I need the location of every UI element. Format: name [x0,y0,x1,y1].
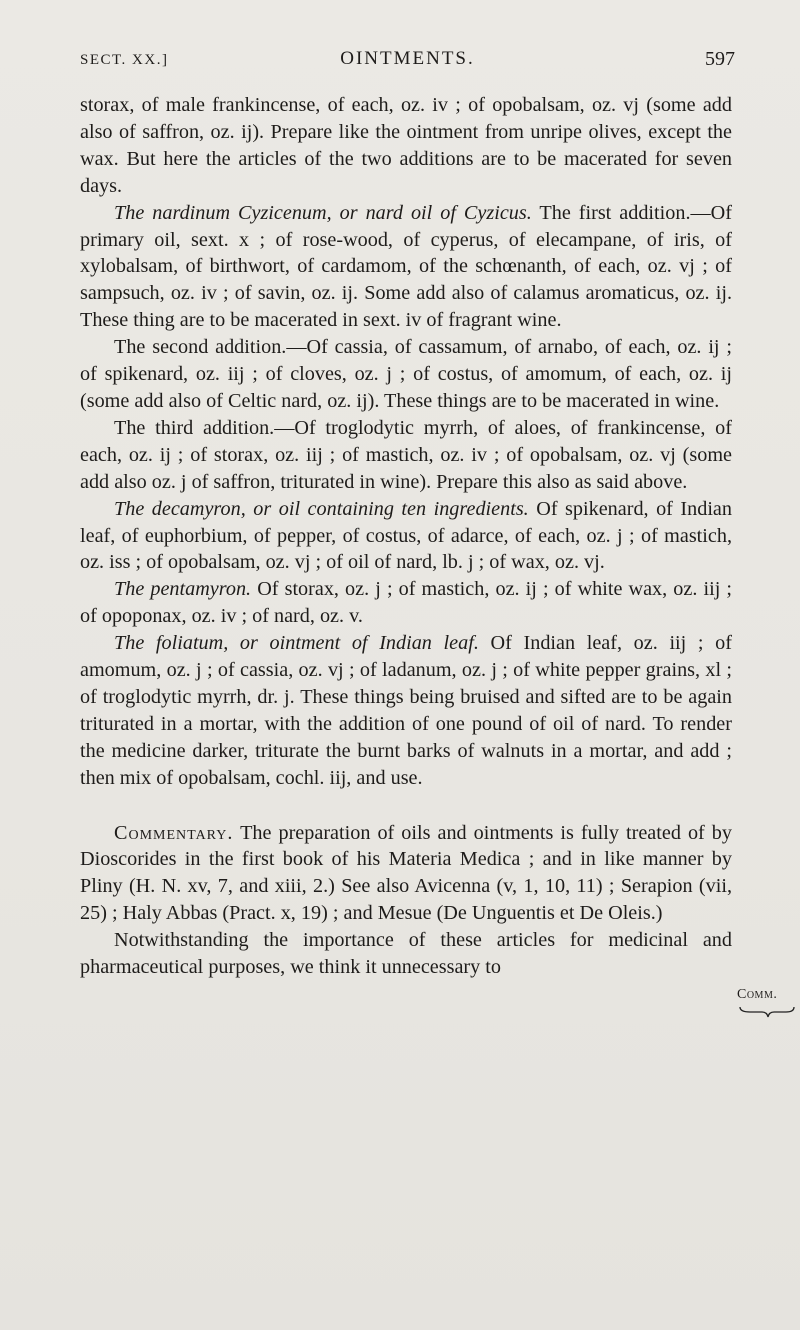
recipe-body: Of spikenard, of Indian leaf, of euphorbium, of pepper, of costus, of adarce, of each, oz. j ; of mastich, oz. iss ; of opobalsam, oz. vj ; of oil of nard, lb. j ; of wax, oz. vj. [80,497,732,574]
recipe-body: Of Indian leaf, oz. iij ; of amomum, oz. j ; of cassia, oz. vj ; of ladanum, oz. j ; of white pepper grains, xl ; of troglodytic myrrh, dr. j. These things being bruised and sifted are to be again triturated in a mortar, with the addition of one pound of oil of nard. To render the medicine darker, triturate the burnt barks of walnuts in a mortar, and add ; then mix of opobalsam, cochl. iij, and use. [80,632,733,789]
margin-brace-icon [738,1005,796,1019]
page-title: OINTMENTS. [340,48,475,69]
page-number: 597 [705,48,735,70]
commentary-body: The preparation of oils and ointments is fully treated of by Dioscorides in the first book of his Materia Medica ; and in like manner by Pliny (H. N. xv, 7, and xiii, 2.) See also Avicenna (v, 1, 10, 11) ; Serapion (vii, 25) ; Haly Abbas (Pract. x, 19) ; and Mesue (De Unguentis et De Oleis.) [80,821,732,925]
paragraph-pentamyron [80,576,732,630]
recipe-body: The first addition.—Of primary oil, sext. x ; of rose-wood, of cyperus, of elecampane, of iris, of xylobalsam, of birthwort, of cardamom, of the schœnanth, of each, oz. vj ; of sampsuch, oz. iv ; of savin, oz. ij. Some add also of calamus aromaticus, oz. ij. These thing are to be macerated in sext. iv of fragrant wine. [80,201,732,332]
margin-note: Comm. [737,987,778,1002]
recipe-title: The pentamyron. [114,578,252,601]
section-marker: SECT. XX.] [80,52,169,68]
paragraph-commentary [80,820,732,928]
commentary-label: Commentary. [114,821,234,844]
body-text [80,92,732,981]
recipe-title: The foliatum, or ointment of Indian leaf. [114,632,479,655]
recipe-title: The decamyron, or oil containing ten ingredients. [114,497,529,520]
paragraph-second-addition: The second addition.—Of cassia, of cassamum, of arnabo, of each, oz. ij ; of spikenard, oz. iij ; of cloves, oz. j ; of costus, of amomum, of each, oz. ij (some add also of Celtic nard, oz. ij). These things are to be macerated in wine. [80,336,732,412]
paragraph-third-addition: The third addition.—Of troglodytic myrrh, of aloes, of frankincense, of each, oz. ij ; of storax, oz. iij ; of mastich, oz. iv ; of opobalsam, oz. vj (some add also oz. j of saffron, triturated in wine). Prepare this also as said above. [80,416,732,493]
paragraph-decamyron [80,496,732,577]
recipe-title: The nardinum Cyzicenum, or nard oil of Cyzicus. [114,201,532,224]
paragraph-notwithstanding: Notwithstanding the importance of these articles for medicinal and pharmaceutical purposes, we think it unnecessary to [80,929,732,979]
paragraph-continuation: storax, of male frankincense, of each, oz. iv ; of opobalsam, oz. vj (some add also of saffron, oz. ij). Prepare like the ointment from unripe olives, except the wax. But here the articles of the two additions are to be macerated for seven days. [80,94,732,197]
paragraph-foliatum [80,630,732,791]
running-head [80,48,735,76]
paragraph-nardinum [80,200,732,335]
recipe-body: Of storax, oz. j ; of mastich, oz. ij ; of white wax, oz. iij ; of opoponax, oz. iv ; of nard, oz. v. [80,578,732,628]
